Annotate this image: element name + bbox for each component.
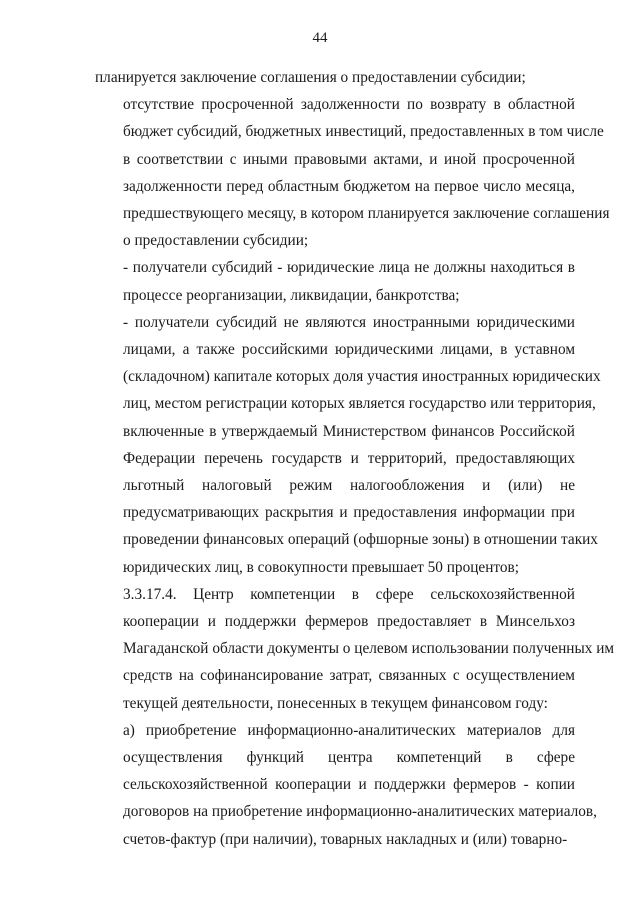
text-line: средств на софинансирование затрат, связанных с осуществлением — [123, 667, 575, 685]
paragraph-not-foreign-entities — [95, 309, 601, 581]
text-line: лицами, а также российскими юридическими лицами, в уставном — [123, 341, 575, 359]
text-line: Магаданской области документы о целевом использовании полученных им — [123, 640, 615, 658]
text-line: в соответствии с иными правовыми актами, и иной просроченной — [123, 150, 575, 168]
text-line: 3.3.17.4. Центр компетенции в сфере сельскохозяйственной — [123, 585, 575, 603]
paragraph-no-reorganization — [95, 254, 575, 308]
text-line: отсутствие просроченной задолженности по возврату в областной — [123, 96, 575, 114]
paragraph-subsidy-agreement — [95, 64, 575, 91]
page-number: 44 — [312, 30, 328, 46]
text-line: а) приобретение информационно-аналитических материалов для — [123, 721, 575, 739]
text-line: Федерации перечень государств и территорий, предоставляющих — [123, 449, 575, 467]
text-line: сельскохозяйственной кооперации и поддержки фермеров - копии — [123, 776, 575, 794]
text-line: текущей деятельности, понесенных в текущем финансовом году: — [123, 694, 548, 712]
text-line: планируется заключение соглашения о предоставлении субсидии; — [95, 69, 526, 86]
text-line: договоров на приобретение информационно-аналитических материалов, — [123, 803, 597, 821]
text-line: (складочном) капитале которых доля участия иностранных юридических — [123, 368, 601, 386]
text-line: счетов-фактур (при наличии), товарных накладных и (или) товарно- — [123, 830, 568, 848]
text-line: - получатели субсидий не являются иностранными юридическими — [123, 313, 575, 331]
text-line: включенные в утверждаемый Министерством финансов Российской — [123, 422, 575, 440]
text-line: лиц, местом регистрации которых является государство или территория, — [123, 395, 596, 413]
text-line: юридических лиц, в совокупности превышает 50 процентов; — [123, 558, 519, 576]
text-line: задолженности перед областным бюджетом на первое число месяца, — [123, 177, 575, 195]
paragraph-competence-center-documents — [95, 581, 615, 717]
paragraph-item-a-materials — [95, 717, 597, 853]
text-line: процессе реорганизации, ликвидации, банкротства; — [123, 286, 460, 304]
paragraph-no-overdue-debt — [95, 91, 610, 254]
text-line: кооперации и поддержки фермеров предоставляет в Минсельхоз — [123, 613, 575, 631]
text-line: проведении финансовых операций (офшорные зоны) в отношении таких — [123, 531, 598, 549]
text-line: бюджет субсидий, бюджетных инвестиций, предоставленных в том числе — [123, 123, 604, 141]
document-body — [95, 64, 615, 853]
text-line: осуществления функций центра компетенций в сфере — [123, 749, 575, 767]
text-line: - получатели субсидий - юридические лица не должны находиться в — [123, 259, 575, 277]
text-line: льготный налоговый режим налогообложения и (или) не — [123, 477, 575, 495]
text-line: предусматривающих раскрытия и предоставления информации при — [123, 504, 575, 522]
text-line: предшествующего месяцу, в котором планируется заключение соглашения — [123, 205, 610, 223]
text-line: о предоставлении субсидии; — [123, 232, 309, 250]
